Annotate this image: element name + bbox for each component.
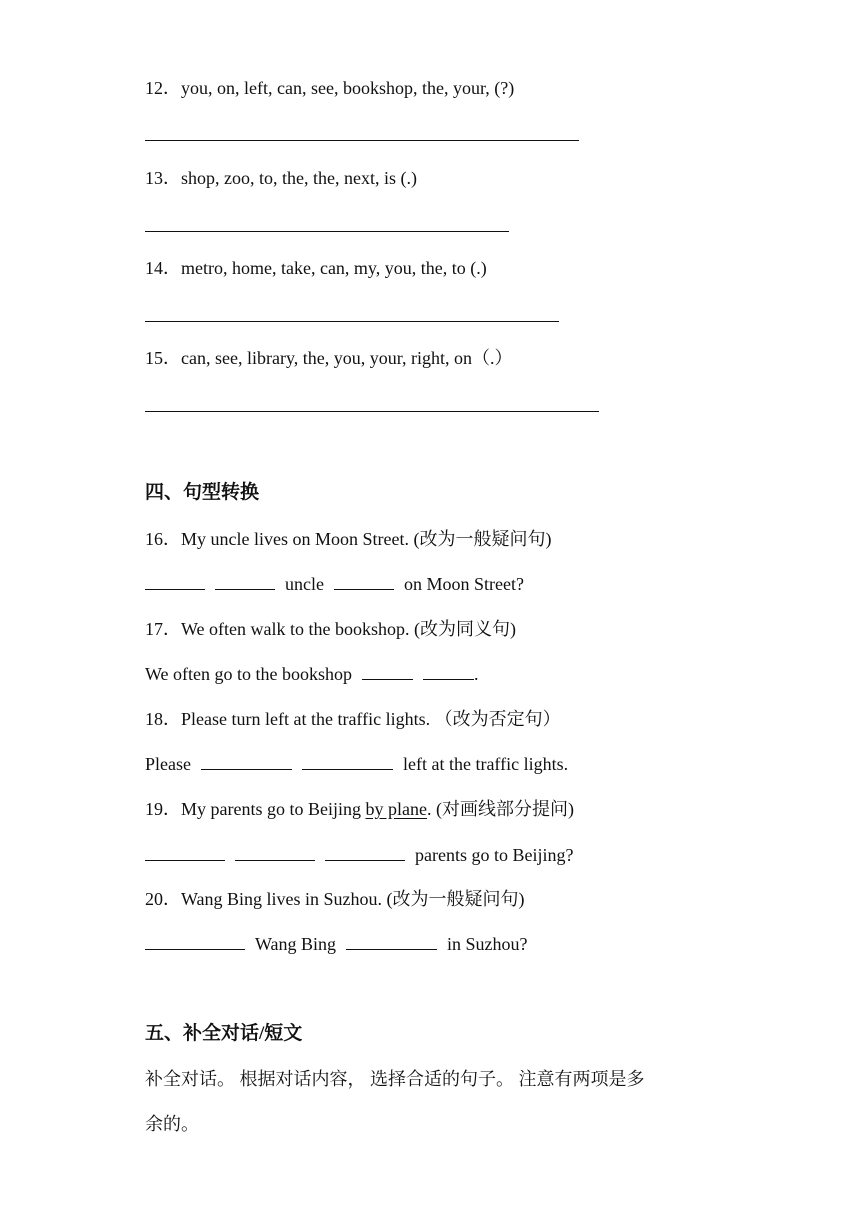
blank-16-3[interactable] [334, 572, 394, 590]
question-text-tail: . (对画线部分提问) [426, 799, 574, 819]
blank-19-3[interactable] [325, 843, 405, 861]
question-words: you, on, left, can, see, bookshop, the, your, (?) [181, 78, 515, 98]
blank-20-1[interactable] [145, 932, 245, 950]
question-16 [145, 527, 551, 551]
question-text: We often walk to the bookshop. (改为同义句) [181, 619, 516, 639]
blank-19-1[interactable] [145, 843, 225, 861]
section-4-title: 四、句型转换 [145, 482, 260, 503]
blank-19-2[interactable] [235, 843, 315, 861]
question-number: 18． [145, 709, 181, 729]
question-number: 12． [145, 78, 181, 98]
question-words: can, see, library, the, you, your, right, on（.） [181, 348, 513, 368]
question-number: 15． [145, 348, 181, 368]
section-5-instruction-line-1: 补全对话。 根据对话内容， 选择合适的句子。 注意有两项是多 [145, 1069, 645, 1089]
blank-20-2[interactable] [346, 932, 437, 950]
question-12 [145, 76, 514, 100]
question-text: My uncle lives on Moon Street. (改为一般疑问句) [181, 529, 552, 549]
underlined-phrase: by plane [365, 799, 427, 819]
answer-line-15[interactable] [145, 411, 599, 412]
question-text: My parents go to Beijing [181, 799, 366, 819]
answer-18 [145, 752, 568, 776]
question-15 [145, 346, 513, 370]
answer-head: Please [145, 754, 191, 774]
section-5-instruction-line-2: 余的。 [145, 1114, 199, 1134]
answer-word: uncle [285, 574, 324, 594]
answer-16 [145, 572, 524, 596]
question-17 [145, 617, 516, 641]
question-number: 20． [145, 889, 181, 909]
answer-line-14[interactable] [145, 321, 559, 322]
question-number: 17． [145, 619, 181, 639]
blank-17-1[interactable] [362, 662, 413, 680]
blank-16-2[interactable] [215, 572, 275, 590]
blank-17-2[interactable] [423, 662, 474, 680]
answer-19 [145, 843, 573, 867]
question-18 [145, 707, 561, 731]
question-number: 19． [145, 799, 181, 819]
question-20 [145, 887, 525, 911]
question-14 [145, 256, 487, 280]
answer-head: We often go to the bookshop [145, 664, 353, 684]
question-number: 16． [145, 529, 181, 549]
question-words: metro, home, take, can, my, you, the, to (.) [181, 258, 487, 278]
question-13 [145, 166, 417, 190]
answer-tail: parents go to Beijing? [415, 845, 574, 865]
blank-16-1[interactable] [145, 572, 205, 590]
question-19 [145, 797, 574, 821]
answer-20 [145, 932, 528, 956]
question-words: shop, zoo, to, the, the, next, is (.) [181, 168, 417, 188]
blank-18-1[interactable] [201, 752, 292, 770]
section-5-title: 五、补全对话/短文 [145, 1023, 303, 1044]
blank-18-2[interactable] [302, 752, 393, 770]
question-number: 13． [145, 168, 181, 188]
answer-17 [145, 662, 479, 686]
answer-tail: in Suzhou? [447, 934, 528, 954]
question-text: Wang Bing lives in Suzhou. (改为一般疑问句) [181, 889, 525, 909]
answer-tail: . [474, 664, 479, 684]
question-text: Please turn left at the traffic lights. （改为否定句） [181, 709, 561, 729]
answer-tail: on Moon Street? [403, 574, 524, 594]
answer-mid: Wang Bing [255, 934, 337, 954]
answer-line-12[interactable] [145, 140, 579, 141]
question-number: 14． [145, 258, 181, 278]
answer-line-13[interactable] [145, 231, 509, 232]
answer-tail: left at the traffic lights. [402, 754, 569, 774]
